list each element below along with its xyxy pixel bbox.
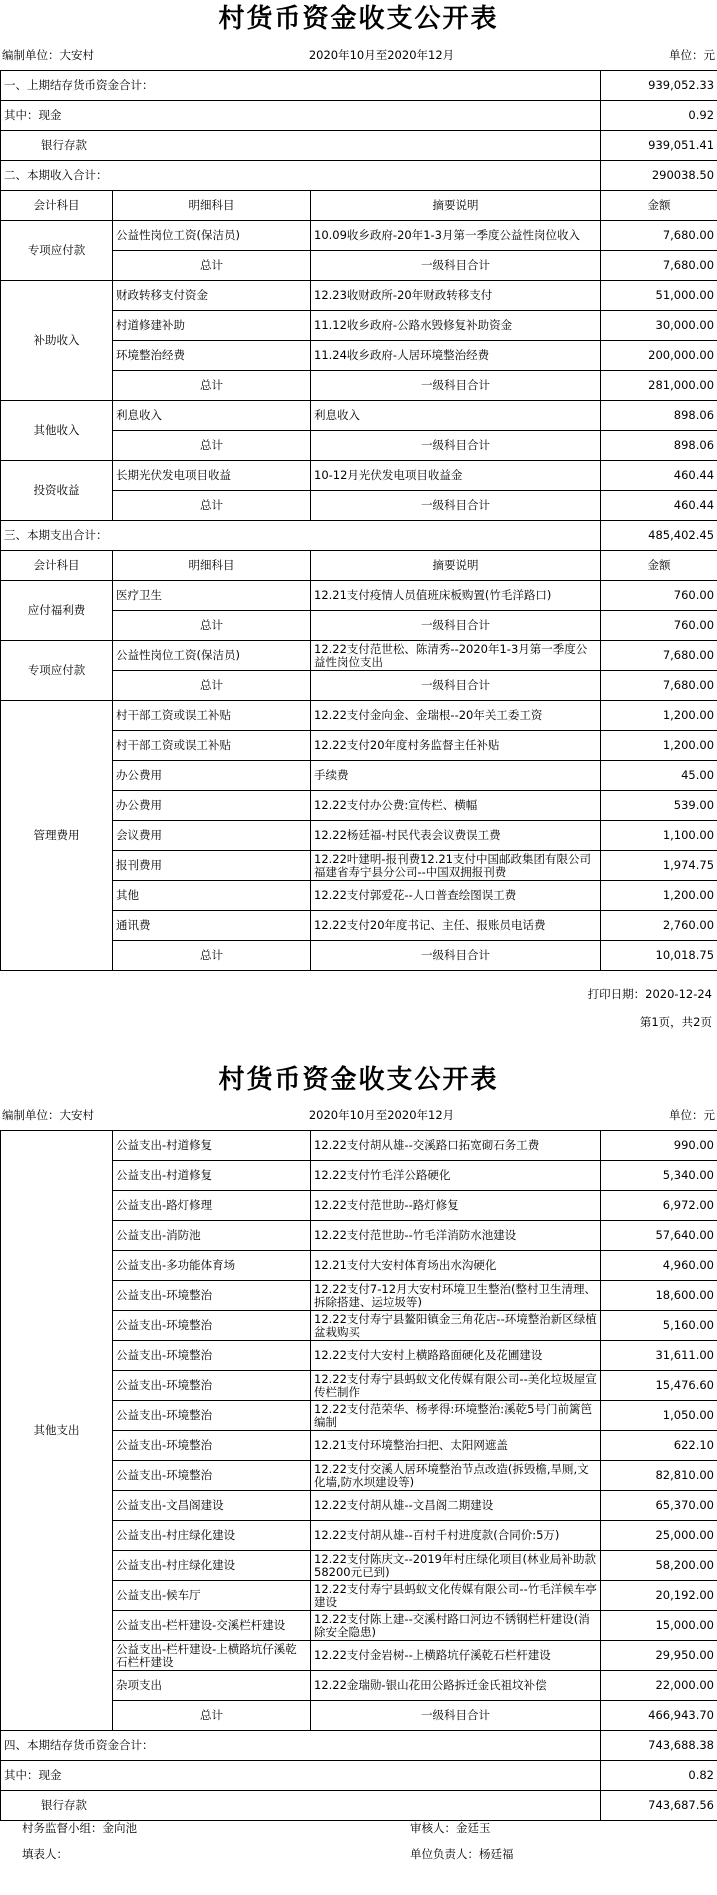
detail-cell: 长期光伏发电项目收益 (113, 461, 311, 491)
desc-cell: 12.22支付金岩树--上横路坑仔溪乾石栏杆建设 (311, 1641, 601, 1671)
lvl1-label: 一级科目合计 (311, 431, 601, 461)
desc-cell: 12.22杨廷福-村民代表会议费误工费 (311, 821, 601, 851)
subtotal-label: 总计 (113, 251, 311, 281)
unit-label-2: 编制单位：大安村 (2, 1108, 94, 1122)
end-total-value: 743,688.38 (601, 1731, 717, 1761)
reviewer-label: 审核人：金廷玉 (410, 1821, 491, 1835)
detail-cell: 公益性岗位工资(保洁员) (113, 641, 311, 671)
desc-cell: 12.21支付大安村体育场出水沟硬化 (311, 1251, 601, 1281)
table-row (1, 551, 717, 581)
table-row (1, 131, 717, 161)
desc-cell: 12.22支付7-12月大安村环境卫生整治(整村卫生清理、拆除搭建、运垃圾等) (311, 1281, 601, 1311)
table-row (1, 461, 717, 491)
table-row (1, 101, 717, 131)
income-total-value: 290038.50 (601, 161, 717, 191)
amount-cell: 7,680.00 (601, 641, 717, 671)
desc-cell: 12.21支付疫情人员值班床板购置(竹毛洋路口) (311, 581, 601, 611)
subtotal-label: 总计 (113, 611, 311, 641)
table-row (1, 521, 717, 551)
subtotal-label: 总计 (113, 431, 311, 461)
desc-cell: 12.22支付郭爱花--人口普查绘图误工费 (311, 881, 601, 911)
subtotal-value: 7,680.00 (601, 251, 717, 281)
group-name: 专项应付款 (1, 641, 113, 701)
detail-cell: 会议费用 (113, 821, 311, 851)
desc-cell: 12.22支付胡从雄--文昌阁二期建设 (311, 1491, 601, 1521)
amount-cell: 82,810.00 (601, 1461, 717, 1491)
lvl1-label: 一级科目合计 (311, 491, 601, 521)
header-col3: 摘要说明 (311, 551, 601, 581)
table-row (1, 1791, 717, 1821)
group-name: 其他收入 (1, 401, 113, 461)
table-row (1, 701, 717, 731)
subtotal-value: 7,680.00 (601, 671, 717, 701)
amount-cell: 29,950.00 (601, 1641, 717, 1671)
amount-cell: 7,680.00 (601, 221, 717, 251)
amount-cell: 539.00 (601, 791, 717, 821)
header-col4: 金额 (601, 551, 717, 581)
amount-cell: 1,200.00 (601, 731, 717, 761)
amount-cell: 15,000.00 (601, 1611, 717, 1641)
detail-cell: 公益支出-栏杆建设-交溪栏杆建设 (113, 1611, 311, 1641)
page2-table (0, 1130, 717, 1821)
table-row (1, 1731, 717, 1761)
amount-cell: 15,476.60 (601, 1371, 717, 1401)
subtotal-label: 总计 (113, 941, 311, 971)
detail-cell: 公益支出-村庄绿化建设 (113, 1551, 311, 1581)
detail-cell: 公益性岗位工资(保洁员) (113, 221, 311, 251)
subtotal-value: 281,000.00 (601, 371, 717, 401)
subtotal-label: 总计 (113, 671, 311, 701)
amount-cell: 5,160.00 (601, 1311, 717, 1341)
desc-cell: 12.22支付陈庆文--2019年村庄绿化项目(林业局补助款58200元已到) (311, 1551, 601, 1581)
detail-cell: 环境整治经费 (113, 341, 311, 371)
lvl1-label: 一级科目合计 (311, 251, 601, 281)
amount-cell: 898.06 (601, 401, 717, 431)
desc-cell: 12.22支付范世助--路灯修复 (311, 1191, 601, 1221)
expense-total-value: 485,402.45 (601, 521, 717, 551)
desc-cell: 12.22支付寿宁县蚂蚁文化传媒有限公司--竹毛洋候车亭建设 (311, 1581, 601, 1611)
amount-cell: 58,200.00 (601, 1551, 717, 1581)
prev-cash-value: 0.92 (601, 101, 717, 131)
page1-table (0, 70, 717, 971)
amount-cell: 20,192.00 (601, 1581, 717, 1611)
subtotal-label: 总计 (113, 491, 311, 521)
desc-cell: 12.22支付范世松、陈清秀--2020年1-3月第一季度公益性岗位支出 (311, 641, 601, 671)
desc-cell: 12.22支付寿宁县蚂蚁文化传媒有限公司--美化垃圾屋宣传栏制作 (311, 1371, 601, 1401)
prev-cash-label: 其中：现金 (1, 101, 601, 131)
period-label-2: 2020年10月至2020年12月 (308, 1108, 455, 1122)
desc-cell: 12.23收财政所-20年财政转移支付 (311, 281, 601, 311)
header-col2: 明细科目 (113, 551, 311, 581)
subtotal-value: 466,943.70 (601, 1701, 717, 1731)
desc-cell: 12.22支付20年度书记、主任、报账员电话费 (311, 911, 601, 941)
detail-cell: 杂项支出 (113, 1671, 311, 1701)
amount-cell: 18,600.00 (601, 1281, 717, 1311)
subtotal-value: 460.44 (601, 491, 717, 521)
lvl1-label: 一级科目合计 (311, 941, 601, 971)
desc-cell: 利息收入 (311, 401, 601, 431)
detail-cell: 医疗卫生 (113, 581, 311, 611)
detail-cell: 公益支出-栏杆建设-上横路坑仔溪乾石栏杆建设 (113, 1641, 311, 1671)
amount-cell: 57,640.00 (601, 1221, 717, 1251)
header-meta-2 (0, 1100, 717, 1130)
page-title: 村货币资金收支公开表 (218, 4, 499, 34)
detail-cell: 公益支出-环境整治 (113, 1431, 311, 1461)
group-name: 其他支出 (1, 1131, 113, 1731)
prev-bank-value: 939,051.41 (601, 131, 717, 161)
amount-cell: 31,611.00 (601, 1341, 717, 1371)
prev-total-value: 939,052.33 (601, 71, 717, 101)
end-cash-label: 其中：现金 (1, 1761, 601, 1791)
lvl1-label: 一级科目合计 (311, 671, 601, 701)
detail-cell: 其他 (113, 881, 311, 911)
header-meta (0, 40, 717, 70)
lvl1-label: 一级科目合计 (311, 1701, 601, 1731)
header-col3: 摘要说明 (311, 191, 601, 221)
amount-cell: 25,000.00 (601, 1521, 717, 1551)
desc-cell: 12.22支付胡从雄--百村千村进度款(合同价:5万) (311, 1521, 601, 1551)
amount-cell: 30,000.00 (601, 311, 717, 341)
end-bank-value: 743,687.56 (601, 1791, 717, 1821)
desc-cell: 12.22支付胡从雄--交溪路口拓宽砌石务工费 (311, 1131, 601, 1161)
period-label: 2020年10月至2020年12月 (308, 48, 455, 62)
desc-cell: 11.24收乡政府-人居环境整治经费 (311, 341, 601, 371)
group-name: 投资收益 (1, 461, 113, 521)
amount-cell: 990.00 (601, 1131, 717, 1161)
detail-cell: 公益支出-环境整治 (113, 1341, 311, 1371)
detail-cell: 公益支出-村道修复 (113, 1161, 311, 1191)
currency-label: 单位：元 (669, 48, 715, 62)
amount-cell: 22,000.00 (601, 1671, 717, 1701)
detail-cell: 公益支出-村庄绿化建设 (113, 1521, 311, 1551)
amount-cell: 65,370.00 (601, 1491, 717, 1521)
table-row (1, 71, 717, 101)
lvl1-label: 一级科目合计 (311, 371, 601, 401)
detail-cell: 公益支出-路灯修理 (113, 1191, 311, 1221)
page-title-2: 村货币资金收支公开表 (218, 1065, 499, 1095)
leader-label: 单位负责人：杨廷福 (410, 1847, 514, 1861)
amount-cell: 622.10 (601, 1431, 717, 1461)
detail-cell: 办公费用 (113, 761, 311, 791)
detail-cell: 公益支出-多功能体育场 (113, 1251, 311, 1281)
detail-cell: 公益支出-环境整治 (113, 1401, 311, 1431)
header-col1: 会计科目 (1, 551, 113, 581)
amount-cell: 4,960.00 (601, 1251, 717, 1281)
amount-cell: 1,050.00 (601, 1401, 717, 1431)
desc-cell: 12.22支付20年度村务监督主任补贴 (311, 731, 601, 761)
desc-cell: 12.22金瑞勋-银山花田公路拆迁金氏祖坟补偿 (311, 1671, 601, 1701)
prev-total-label: 一、上期结存货币资金合计： (1, 71, 601, 101)
amount-cell: 200,000.00 (601, 341, 717, 371)
end-cash-value: 0.82 (601, 1761, 717, 1791)
desc-cell: 12.22支付金向金、金瑞根--20年关工委工资 (311, 701, 601, 731)
table-row (1, 161, 717, 191)
detail-cell: 公益支出-候车厅 (113, 1581, 311, 1611)
desc-cell: 12.22支付陈上建--交溪村路口河边不锈钢栏杆建设(消除安全隐患) (311, 1611, 601, 1641)
preparer-label: 填表人： (22, 1847, 68, 1861)
detail-cell: 公益支出-环境整治 (113, 1311, 311, 1341)
prev-bank-label: 银行存款 (1, 131, 601, 161)
amount-cell: 760.00 (601, 581, 717, 611)
header-col2: 明细科目 (113, 191, 311, 221)
lvl1-label: 一级科目合计 (311, 611, 601, 641)
amount-cell: 2,760.00 (601, 911, 717, 941)
amount-cell: 1,200.00 (601, 701, 717, 731)
table-row (1, 641, 717, 671)
expense-total-label: 三、本期支出合计： (1, 521, 601, 551)
detail-cell: 财政转移支付资金 (113, 281, 311, 311)
detail-cell: 村干部工资或误工补贴 (113, 731, 311, 761)
detail-cell: 村道修建补助 (113, 311, 311, 341)
end-total-label: 四、本期结存货币资金合计： (1, 1731, 601, 1761)
amount-cell: 460.44 (601, 461, 717, 491)
table-row (1, 1131, 717, 1161)
group-name: 专项应付款 (1, 221, 113, 281)
page-info: 第1页，共2页 (639, 1015, 712, 1029)
header-col4: 金额 (601, 191, 717, 221)
desc-cell: 12.22支付寿宁县鳌阳镇金三角花店--环境整治新区绿植盆栽购买 (311, 1311, 601, 1341)
detail-cell: 村干部工资或误工补贴 (113, 701, 311, 731)
header-col1: 会计科目 (1, 191, 113, 221)
detail-cell: 公益支出-环境整治 (113, 1281, 311, 1311)
desc-cell: 11.12收乡政府-公路水毁修复补助资金 (311, 311, 601, 341)
unit-label: 编制单位：大安村 (2, 48, 94, 62)
table-row (1, 281, 717, 311)
amount-cell: 1,200.00 (601, 881, 717, 911)
desc-cell: 12.22叶建明-报刊费12.21支付中国邮政集团有限公司福建省寿宁县分公司--中国双拥报刊费 (311, 851, 601, 881)
detail-cell: 办公费用 (113, 791, 311, 821)
amount-cell: 45.00 (601, 761, 717, 791)
desc-cell: 12.22支付大安村上横路路面硬化及花圃建设 (311, 1341, 601, 1371)
subtotal-value: 898.06 (601, 431, 717, 461)
subtotal-value: 10,018.75 (601, 941, 717, 971)
detail-cell: 公益支出-文昌阁建设 (113, 1491, 311, 1521)
detail-cell: 利息收入 (113, 401, 311, 431)
desc-cell: 12.22支付办公费:宣传栏、横幅 (311, 791, 601, 821)
detail-cell: 公益支出-村道修复 (113, 1131, 311, 1161)
amount-cell: 51,000.00 (601, 281, 717, 311)
group-name: 应付福利费 (1, 581, 113, 641)
subtotal-label: 总计 (113, 1701, 311, 1731)
subtotal-label: 总计 (113, 371, 311, 401)
table-row (1, 221, 717, 251)
detail-cell: 公益支出-环境整治 (113, 1461, 311, 1491)
desc-cell: 12.22支付范荣华、杨孝得:环境整治:溪乾5号门前篱笆编制 (311, 1401, 601, 1431)
desc-cell: 10.09收乡政府-20年1-3月第一季度公益性岗位收入 (311, 221, 601, 251)
supervisor-label: 村务监督小组：金向池 (22, 1821, 137, 1835)
group-name: 管理费用 (1, 701, 113, 971)
table-row (1, 401, 717, 431)
subtotal-value: 760.00 (601, 611, 717, 641)
desc-cell: 10-12月光伏发电项目收益金 (311, 461, 601, 491)
table-row (1, 1761, 717, 1791)
amount-cell: 6,972.00 (601, 1191, 717, 1221)
table-row (1, 191, 717, 221)
desc-cell: 12.21支付环境整治扫把、太阳网遮盖 (311, 1431, 601, 1461)
income-total-label: 二、本期收入合计： (1, 161, 601, 191)
detail-cell: 通讯费 (113, 911, 311, 941)
desc-cell: 12.22支付范世助--竹毛洋消防水池建设 (311, 1221, 601, 1251)
amount-cell: 1,100.00 (601, 821, 717, 851)
group-name: 补助收入 (1, 281, 113, 401)
detail-cell: 公益支出-消防池 (113, 1221, 311, 1251)
detail-cell: 报刊费用 (113, 851, 311, 881)
table-row (1, 581, 717, 611)
currency-label-2: 单位：元 (669, 1108, 715, 1122)
print-date: 打印日期：2020-12-24 (587, 987, 712, 1001)
end-bank-label: 银行存款 (1, 1791, 601, 1821)
desc-cell: 12.22支付交溪人居环境整治节点改造(拆毁檐,旱厕,文化墙,防水坝建设等) (311, 1461, 601, 1491)
desc-cell: 手续费 (311, 761, 601, 791)
amount-cell: 1,974.75 (601, 851, 717, 881)
detail-cell: 公益支出-环境整治 (113, 1371, 311, 1401)
amount-cell: 5,340.00 (601, 1161, 717, 1191)
desc-cell: 12.22支付竹毛洋公路硬化 (311, 1161, 601, 1191)
